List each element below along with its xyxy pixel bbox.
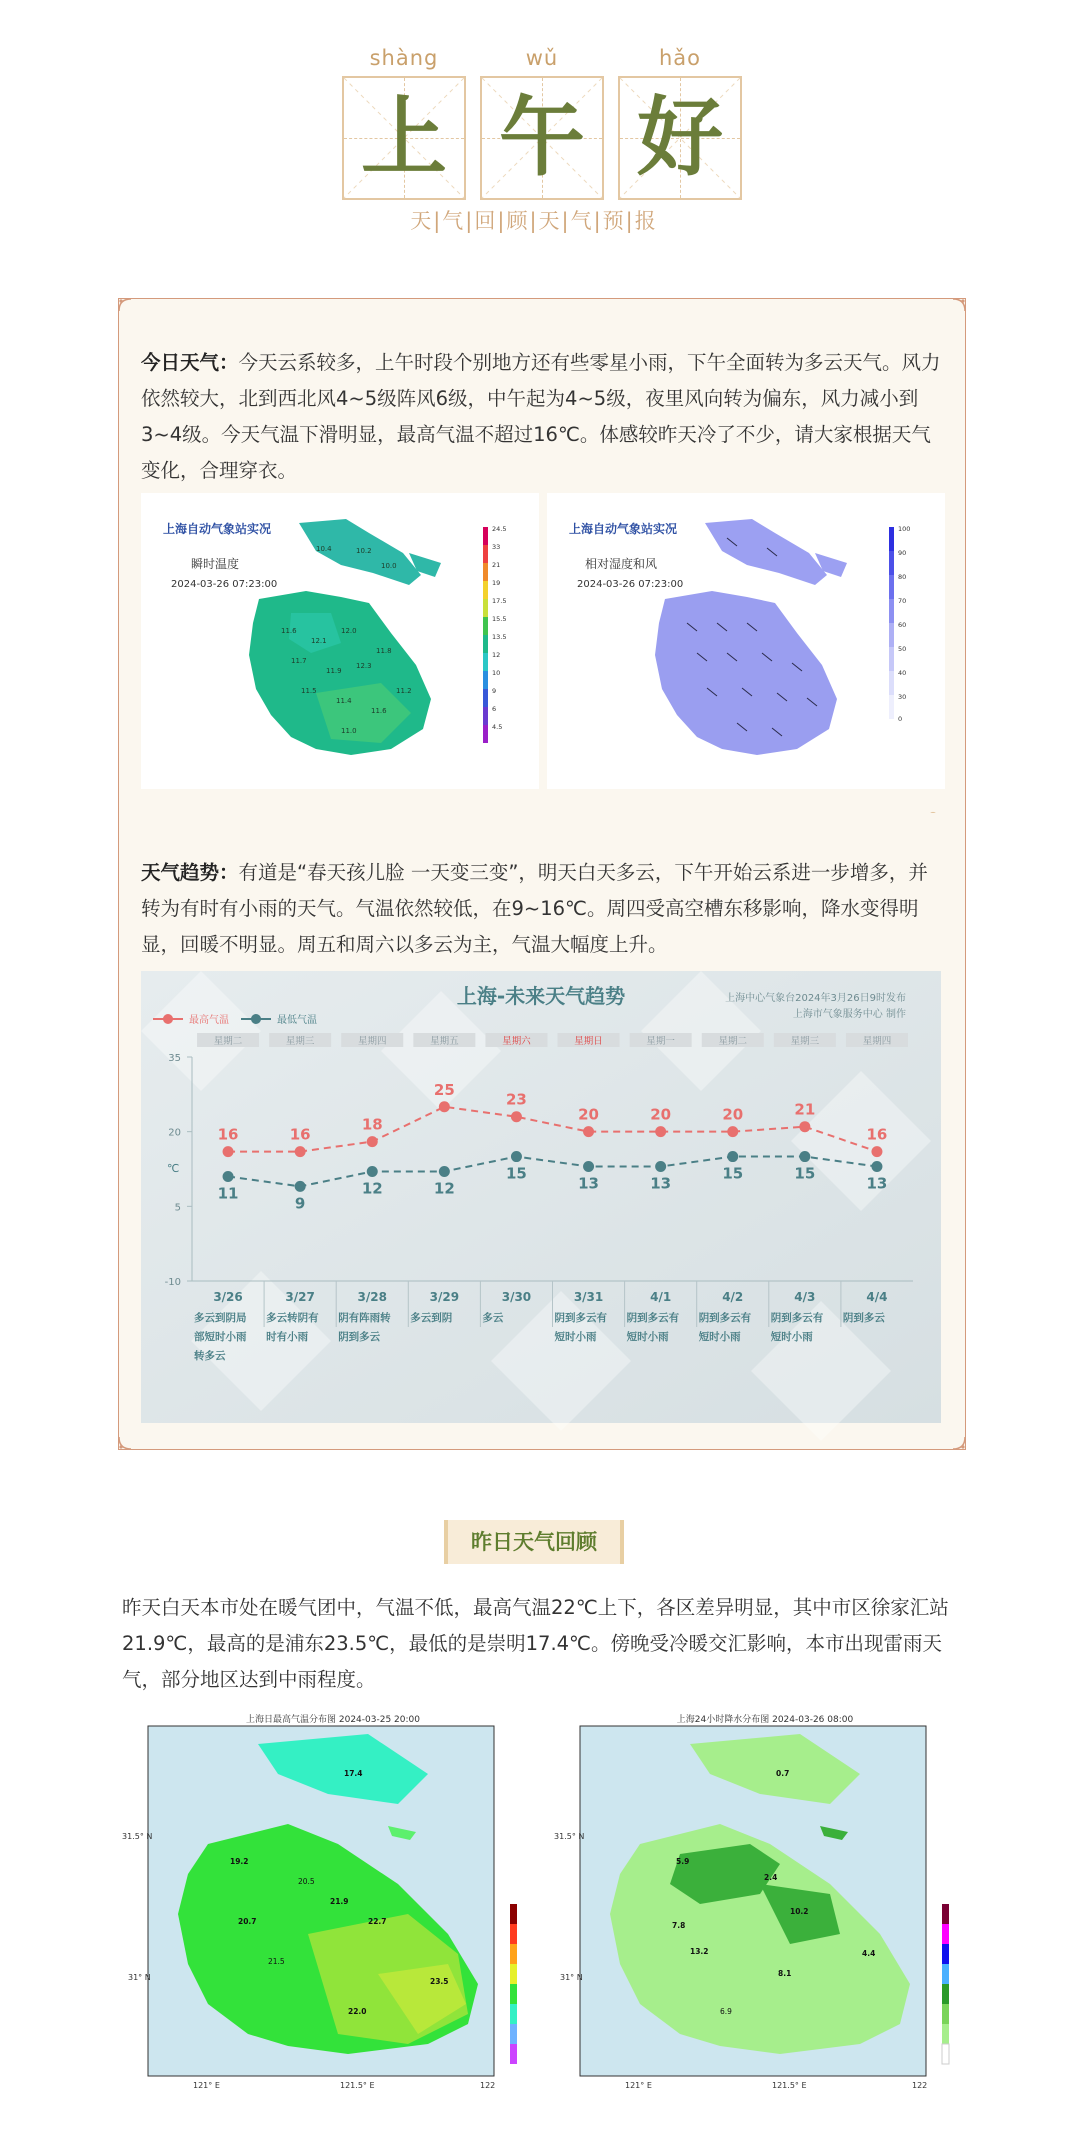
temperature-legend xyxy=(483,525,506,743)
data-label: 16 xyxy=(866,1125,888,1144)
data-label: 16 xyxy=(289,1125,311,1144)
today-weather-paragraph xyxy=(141,345,941,489)
svg-text:7.8: 7.8 xyxy=(672,1921,686,1930)
weather-description: 短时小雨 xyxy=(554,1331,597,1343)
chart-title: 上海-未来天气趋势 xyxy=(456,984,626,1008)
weekday-badge xyxy=(413,1033,475,1047)
svg-text:31° N: 31° N xyxy=(560,1973,583,1982)
weekday-label: 星期三 xyxy=(790,1036,820,1047)
weather-description: 多云 xyxy=(482,1312,504,1324)
x-category-label: 3/28 xyxy=(357,1290,387,1304)
svg-text:11.7: 11.7 xyxy=(291,657,307,665)
data-label: 15 xyxy=(794,1164,816,1183)
data-label: 12 xyxy=(361,1179,383,1198)
svg-text:31° N: 31° N xyxy=(128,1973,151,1982)
weather-description: 多云到阴 xyxy=(410,1312,453,1324)
corner-ornament-icon xyxy=(951,1435,967,1451)
data-label: 21 xyxy=(794,1100,816,1119)
svg-text:40: 40 xyxy=(898,669,907,677)
precipitation-scale xyxy=(942,1904,949,2064)
svg-text:8.1: 8.1 xyxy=(778,1969,792,1978)
data-point xyxy=(583,1126,594,1137)
svg-text:6: 6 xyxy=(492,705,497,713)
svg-text:12.3: 12.3 xyxy=(356,662,372,670)
char-cell-2 xyxy=(480,76,604,200)
data-label: 9 xyxy=(294,1194,306,1213)
svg-text:13.2: 13.2 xyxy=(690,1947,709,1956)
svg-text:100: 100 xyxy=(898,525,911,533)
x-category-label: 4/2 xyxy=(722,1290,744,1304)
map-time: 2024-03-26 07:23:00 xyxy=(577,579,684,590)
weather-description: 多云到阴局 xyxy=(194,1312,247,1324)
weekday-label: 星期四 xyxy=(357,1036,387,1047)
svg-text:12: 12 xyxy=(492,651,501,659)
svg-text:21.9: 21.9 xyxy=(330,1897,349,1906)
svg-text:20.7: 20.7 xyxy=(238,1917,257,1926)
svg-text:11.0: 11.0 xyxy=(341,727,357,735)
forecast-card xyxy=(118,298,966,1450)
weather-description: 阴到多云 xyxy=(842,1312,885,1324)
data-label: 18 xyxy=(361,1115,383,1134)
map-title: 相对湿度和风 xyxy=(585,557,658,571)
svg-text:121.5° E: 121.5° E xyxy=(772,2081,807,2090)
svg-text:31.5° N: 31.5° N xyxy=(122,1832,153,1841)
data-point xyxy=(727,1151,738,1162)
svg-text:122: 122 xyxy=(480,2081,496,2090)
weather-description: 短时小雨 xyxy=(698,1331,741,1343)
svg-text:11.5: 11.5 xyxy=(301,687,317,695)
review-section-tag: 昨日天气回顾 xyxy=(444,1520,624,1564)
x-category-label: 3/26 xyxy=(213,1290,243,1304)
data-label: 20 xyxy=(722,1105,744,1124)
data-point xyxy=(727,1126,738,1137)
data-label: 16 xyxy=(217,1125,239,1144)
svg-text:11.6: 11.6 xyxy=(281,627,297,635)
svg-text:13.5: 13.5 xyxy=(492,633,507,641)
temperature-map xyxy=(141,493,539,789)
svg-text:12.1: 12.1 xyxy=(311,637,327,645)
svg-text:30: 30 xyxy=(898,693,907,701)
weekday-badge xyxy=(558,1033,620,1047)
data-point xyxy=(871,1161,882,1172)
humidity-legend xyxy=(889,525,910,723)
data-label: 20 xyxy=(578,1105,599,1124)
weekday-badge xyxy=(197,1033,259,1047)
svg-text:22.7: 22.7 xyxy=(368,1917,387,1926)
chart-publisher-2: 上海市气象服务中心 制作 xyxy=(792,1009,906,1020)
weather-description: 短时小雨 xyxy=(770,1331,813,1343)
weather-description: 阴到多云有 xyxy=(554,1312,607,1324)
svg-text:10.4: 10.4 xyxy=(316,545,332,553)
legend-low: 最低气温 xyxy=(277,1015,317,1026)
svg-text:5.9: 5.9 xyxy=(676,1857,690,1866)
svg-text:121° E: 121° E xyxy=(625,2081,652,2090)
trend-paragraph xyxy=(141,855,941,963)
y-axis-label: ℃ xyxy=(167,1162,180,1175)
svg-text:23.5: 23.5 xyxy=(430,1977,449,1986)
svg-text:21.5: 21.5 xyxy=(268,1957,285,1966)
weekday-badge xyxy=(341,1033,403,1047)
data-label: 25 xyxy=(433,1080,455,1099)
data-label: 12 xyxy=(433,1179,455,1198)
weather-description: 时有小雨 xyxy=(266,1331,309,1343)
svg-text:17.5: 17.5 xyxy=(492,597,507,605)
svg-text:4.4: 4.4 xyxy=(862,1949,876,1958)
weather-description: 部短时小雨 xyxy=(194,1331,247,1343)
precipitation-map xyxy=(554,1714,1010,2090)
data-point xyxy=(799,1121,810,1132)
legend-high: 最高气温 xyxy=(189,1015,229,1026)
data-point xyxy=(511,1151,522,1162)
svg-text:2.4: 2.4 xyxy=(764,1873,778,1882)
weather-description: 阴到多云有 xyxy=(698,1312,752,1324)
data-point xyxy=(367,1136,378,1147)
data-point xyxy=(367,1166,378,1177)
section-divider xyxy=(139,811,939,813)
svg-text:11.4: 11.4 xyxy=(336,697,352,705)
data-point xyxy=(655,1161,666,1172)
weather-description: 阴有阵雨转 xyxy=(338,1312,391,1324)
data-point xyxy=(799,1151,810,1162)
svg-text:60: 60 xyxy=(898,621,907,629)
char-cell-3 xyxy=(618,76,742,200)
data-point xyxy=(223,1171,234,1182)
svg-text:20.5: 20.5 xyxy=(298,1877,315,1886)
data-point xyxy=(655,1126,666,1137)
corner-ornament-icon xyxy=(951,297,967,313)
today-weather-label: 今日天气： xyxy=(141,351,239,374)
svg-text:10.2: 10.2 xyxy=(356,547,372,555)
greeting-char-1: 上 xyxy=(361,88,447,188)
svg-text:24.5: 24.5 xyxy=(492,525,507,533)
weather-description: 转多云 xyxy=(194,1350,226,1362)
weekday-label: 星期六 xyxy=(502,1036,531,1047)
weekday-badge xyxy=(485,1033,547,1047)
svg-text:12.0: 12.0 xyxy=(341,627,357,635)
map-brand: 上海自动气象站实况 xyxy=(163,522,272,536)
pinyin-3: hǎo xyxy=(658,46,702,70)
y-tick-label: 35 xyxy=(168,1053,181,1064)
svg-text:90: 90 xyxy=(898,549,907,557)
weekday-badge xyxy=(269,1033,331,1047)
svg-text:4.5: 4.5 xyxy=(492,723,503,731)
map-title: 上海日最高气温分布图 2024-03-25 20:00 xyxy=(246,1715,420,1725)
pinyin-1: shàng xyxy=(369,46,439,70)
weather-description: 阴到多云有 xyxy=(626,1312,680,1324)
svg-text:11.6: 11.6 xyxy=(371,707,387,715)
x-category-label: 3/27 xyxy=(285,1290,315,1304)
greeting-char-3: 好 xyxy=(637,88,723,188)
svg-text:11.2: 11.2 xyxy=(396,687,412,695)
char-cell-1 xyxy=(342,76,466,200)
data-label: 13 xyxy=(866,1174,888,1193)
svg-text:122: 122 xyxy=(912,2081,928,2090)
svg-text:10: 10 xyxy=(492,669,501,677)
svg-text:0: 0 xyxy=(898,715,903,723)
x-category-label: 4/1 xyxy=(650,1290,672,1304)
data-point xyxy=(583,1161,594,1172)
svg-text:31.5° N: 31.5° N xyxy=(554,1832,585,1841)
data-point xyxy=(295,1181,306,1192)
weekday-badge xyxy=(630,1033,692,1047)
trend-chart xyxy=(141,971,941,1423)
svg-text:17.4: 17.4 xyxy=(344,1769,363,1778)
weather-description: 阴到多云 xyxy=(338,1331,381,1343)
trend-label: 天气趋势： xyxy=(141,861,239,884)
x-category-label: 3/31 xyxy=(573,1290,604,1304)
data-label: 11 xyxy=(217,1184,239,1203)
weekday-badge xyxy=(702,1033,764,1047)
weekday-label: 星期三 xyxy=(285,1036,315,1047)
svg-text:50: 50 xyxy=(898,645,907,653)
pinyin-2: wǔ xyxy=(525,46,559,70)
weekday-label: 星期日 xyxy=(574,1036,603,1047)
svg-text:11.8: 11.8 xyxy=(376,647,392,655)
weekday-label: 星期二 xyxy=(213,1036,243,1047)
data-label: 15 xyxy=(506,1164,527,1183)
data-label: 13 xyxy=(578,1174,599,1193)
weekday-label: 星期一 xyxy=(646,1036,675,1047)
svg-text:21: 21 xyxy=(492,561,501,569)
weather-description: 阴到多云有 xyxy=(770,1312,824,1324)
y-tick-label: 20 xyxy=(168,1127,181,1139)
data-label: 15 xyxy=(722,1164,744,1183)
y-tick-label: 5 xyxy=(174,1202,181,1214)
today-weather-text: 今天云系较多，上午时段个别地方还有些零星小雨，下午全面转为多云天气。风力依然较大，北到西北风4~5级阵风6级，中午起为4~5级，夜里风向转为偏东，风力减小到3~4级。今天气温下滑明显，最高气温不超过16℃。体感较昨天冷了不少，请大家根据天气变化，合理穿衣。 xyxy=(141,351,941,482)
svg-text:6.9: 6.9 xyxy=(720,2007,732,2016)
map-title: 瞬时温度 xyxy=(191,557,240,571)
header xyxy=(0,0,1068,250)
review-paragraph: 昨天白天本市处在暖气团中，气温不低，最高气温22℃上下，各区差异明显，其中市区徐家汇站21.9℃，最高的是浦东23.5℃，最低的是崇明17.4℃。傍晚受冷暖交汇影响，本市出现雷雨天气，部分地区达到中雨程度。 xyxy=(122,1596,949,1691)
svg-text:10.2: 10.2 xyxy=(790,1907,809,1916)
svg-text:33: 33 xyxy=(492,543,501,551)
map-time: 2024-03-26 07:23:00 xyxy=(171,579,278,590)
x-category-label: 4/3 xyxy=(794,1290,816,1304)
svg-text:80: 80 xyxy=(898,573,907,581)
data-label: 23 xyxy=(506,1090,527,1109)
greeting-char-2: 午 xyxy=(499,88,585,188)
chart-publisher: 上海中心气象台2024年3月26日9时发布 xyxy=(725,993,906,1004)
max-temperature-map xyxy=(122,1714,578,2090)
temperature-scale xyxy=(510,1904,517,2064)
svg-text:11.9: 11.9 xyxy=(326,667,342,675)
svg-text:0.7: 0.7 xyxy=(776,1769,790,1778)
svg-text:22.0: 22.0 xyxy=(348,2007,367,2016)
svg-text:10.0: 10.0 xyxy=(381,562,397,570)
map-brand: 上海自动气象站实况 xyxy=(569,522,678,536)
corner-ornament-icon xyxy=(117,297,133,313)
weather-description: 短时小雨 xyxy=(626,1331,669,1343)
svg-text:70: 70 xyxy=(898,597,907,605)
trend-text: 有道是“春天孩儿脸 一天变三变”，明天白天多云，下午开始云系进一步增多，并转为有时有小雨的天气。气温依然较低，在9~16℃。周四受高空槽东移影响，降水变得明显，回暖不明显。周五和周六以多云为主，气温大幅度上升。 xyxy=(141,861,928,956)
data-label: 20 xyxy=(650,1105,672,1124)
svg-text:19.2: 19.2 xyxy=(230,1857,249,1866)
map-title: 上海24小时降水分布图 2024-03-26 08:00 xyxy=(676,1715,854,1725)
weekday-badge xyxy=(774,1033,836,1047)
data-point xyxy=(511,1111,522,1122)
weekday-label: 星期二 xyxy=(718,1036,748,1047)
data-point xyxy=(223,1146,234,1157)
x-category-label: 3/30 xyxy=(501,1290,532,1304)
corner-ornament-icon xyxy=(117,1435,133,1451)
data-point xyxy=(871,1146,882,1157)
data-label: 13 xyxy=(650,1174,672,1193)
weekday-label: 星期五 xyxy=(430,1036,459,1047)
svg-text:15.5: 15.5 xyxy=(492,615,507,623)
svg-text:9: 9 xyxy=(492,687,497,695)
y-tick-label: -10 xyxy=(164,1277,181,1288)
header-subtitle: 天|气|回|顾|天|气|预|报 xyxy=(410,209,658,233)
humidity-wind-map xyxy=(547,493,945,789)
x-category-label: 4/4 xyxy=(866,1290,888,1304)
data-point xyxy=(439,1166,450,1177)
svg-text:19: 19 xyxy=(492,579,501,587)
svg-text:121.5° E: 121.5° E xyxy=(340,2081,375,2090)
data-point xyxy=(295,1146,306,1157)
weekday-badge xyxy=(846,1033,908,1047)
x-category-label: 3/29 xyxy=(429,1290,460,1304)
weekday-label: 星期四 xyxy=(862,1036,892,1047)
weather-description: 多云转阴有 xyxy=(266,1312,319,1324)
svg-text:121° E: 121° E xyxy=(193,2081,220,2090)
data-point xyxy=(439,1101,450,1112)
